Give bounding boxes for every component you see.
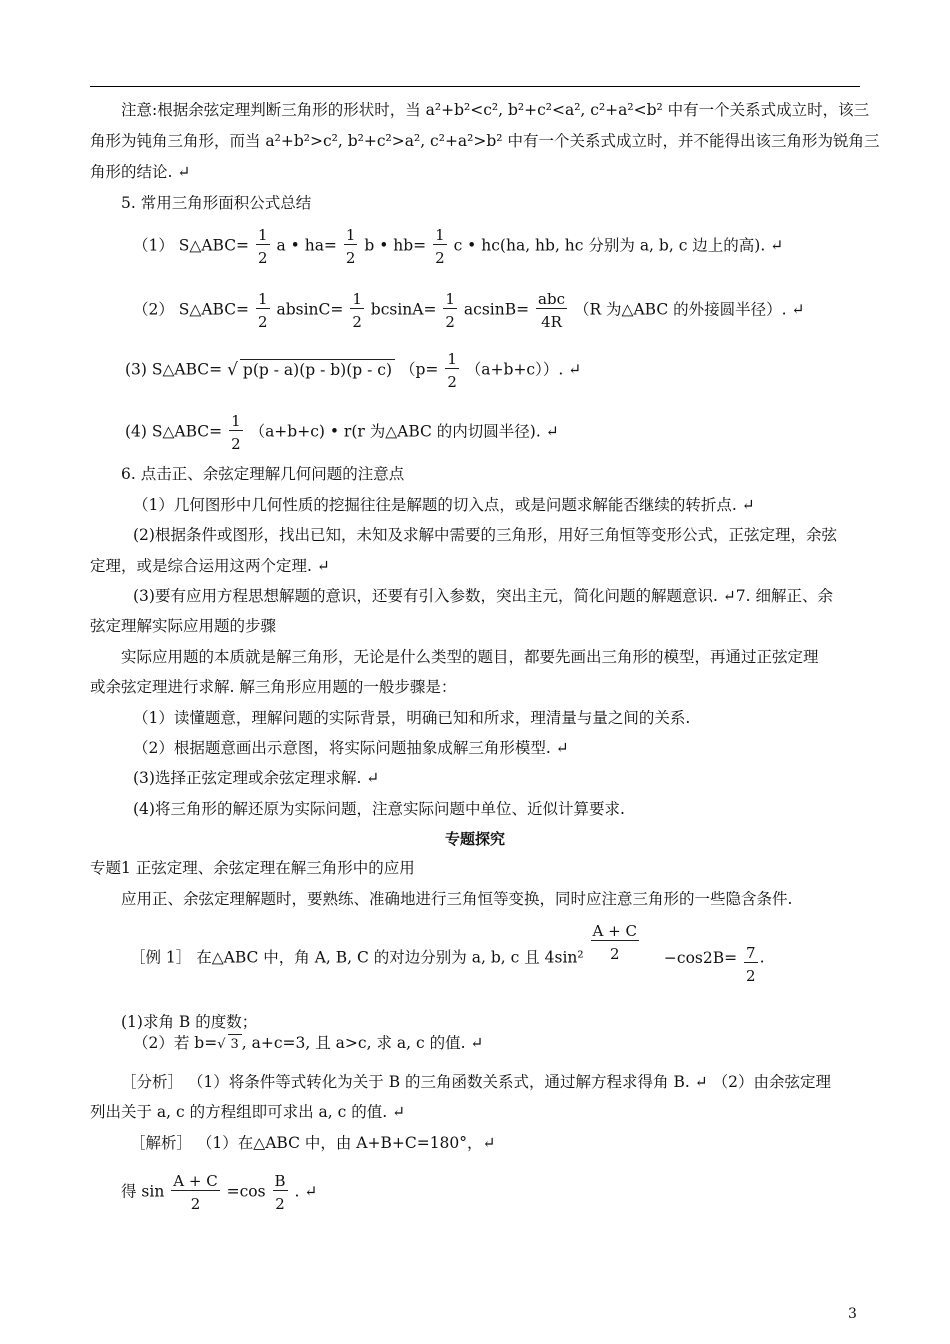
f3-part-b: （p= (399, 360, 439, 379)
question-1: (1)求角 B 的度数； (121, 1013, 258, 1031)
area-formula-4 (125, 412, 559, 453)
header-rule (90, 86, 860, 87)
section-7-step-3: (3)选择正弦定理或余弦定理求解. ↵ (133, 769, 380, 787)
f2-part-e: （R 为△ABC 的外接圆半径）. ↵ (573, 300, 805, 319)
f4-part-a: (4) S△ABC= (125, 422, 223, 441)
section-5-title: 5. 常用三角形面积公式总结 (121, 194, 312, 212)
solution-2-part-b: =cos (226, 1182, 266, 1201)
f3-part-a: (3) S△ABC= (125, 360, 223, 379)
b-over-2-fraction: $\frac{B}{2}$ (274, 1172, 286, 1213)
f2-part-d: acsinB= (463, 300, 530, 319)
example-1-part-a: ［例 1］ 在△ABC 中，角 A, B, C 的对边分别为 a, b, c 且 4sin² (130, 948, 584, 967)
a-plus-c-over-2-fraction: $\frac{A + C}{2}$ (592, 922, 637, 963)
page-number: 3 (848, 1306, 857, 1322)
section-7-step-4: (4)将三角形的解还原为实际问题，注意实际问题中单位、近似计算要求. (133, 800, 625, 818)
note-line-2: 角形为钝角三角形，而当 a²+b²>c², b²+c²>a², c²+a²>b² 中有一个关系式成立时，并不能得出该三角形为锐角三 (90, 132, 880, 150)
f1-part-d: c • hc(ha, hb, hc 分别为 a, b, c 边上的高). ↵ (453, 236, 784, 255)
sqrt-three: 3 (228, 1034, 242, 1055)
question-2-part-a: （2）若 b= (133, 1034, 218, 1052)
f1-part-a: （1） S△ABC= (133, 236, 250, 255)
section-6-point-1: （1）几何图形中几何性质的挖掘往往是解题的切入点，或是问题求解能否继续的转折点. ↵ (133, 496, 755, 514)
sqrt-icon: √ (217, 1037, 226, 1052)
section-7-step-1: （1）读懂题意，理解问题的实际背景，明确已知和所求，理清量与量之间的关系. (133, 709, 691, 727)
example-1: ［例 1］ 在△ABC 中，角 A, B, C 的对边分别为 a, b, c 且 4sin² $\frac{A + C}{2}$ −cos2B= $\frac{7}{2}$ . (130, 922, 765, 985)
abc-over-4r-fraction: $\frac{\text{abc}}{4R}$ (538, 290, 565, 331)
section-7-intro-2: 或余弦定理进行求解. 解三角形应用题的一般步骤是： (90, 678, 457, 696)
analysis-line-1: ［分析］ （1）将条件等式转化为关于 B 的三角函数关系式，通过解方程求得角 B. ↵ （2）由余弦定理 (121, 1073, 831, 1091)
half-fraction: $\frac{1}{2}$ (231, 412, 241, 453)
section-7-step-2: （2）根据题意画出示意图，将实际问题抽象成解三角形模型. ↵ (133, 739, 569, 757)
half-fraction: $\frac{1}{2}$ (447, 350, 457, 391)
section-6-point-2b: 定理，或是综合运用这两个定理. ↵ (90, 557, 330, 575)
section-6-point-3a: (3)要有应用方程思想解题的意识，还要有引入参数，突出主元，简化问题的解题意识. ↵7. 细解正、余 (133, 587, 834, 605)
f2-part-a: （2） S△ABC= (133, 300, 250, 319)
seven-halves-fraction: $\frac{7}{2}$ (746, 944, 756, 985)
f2-part-b: absinC= (276, 300, 344, 319)
note-line-3: 角形的结论. ↵ (90, 163, 191, 181)
half-fraction: $\frac{1}{2}$ (257, 226, 268, 267)
solution-line-2 (121, 1172, 317, 1213)
solution-line-1: ［解析］ （1）在△ABC 中，由 A+B+C=180°，↵ (130, 1134, 496, 1152)
f3-part-c: （a+b+c））. ↵ (465, 360, 582, 379)
f1-part-c: b • hb= (364, 236, 427, 255)
note-line-1: 注意:根据余弦定理判断三角形的形状时，当 a²+b²<c², b²+c²<a², c²+a²<b² 中有一个关系式成立时，该三 (121, 101, 870, 119)
topic-1-description: 应用正、余弦定理解题时，要熟练、准确地进行三角恒等变换，同时应注意三角形的一些隐含条件. (121, 890, 793, 908)
solution-2-part-a: 得 sin (121, 1182, 165, 1201)
solution-2-part-c: . ↵ (294, 1182, 318, 1201)
section-6-title: 6. 点击正、余弦定理解几何问题的注意点 (121, 465, 405, 483)
half-fraction: $\frac{1}{2}$ (345, 226, 356, 267)
topic-heading: 专题探究 (444, 830, 505, 848)
section-6-point-2a: (2)根据条件或图形，找出已知，未知及求解中需要的三角形，用好三角恒等变形公式，正弦定理，余弦 (133, 526, 837, 544)
question-2-part-b: , a+c=3, 且 a>c, 求 a, c 的值. ↵ (241, 1034, 484, 1052)
section-7-intro-1: 实际应用题的本质就是解三角形，无论是什么类型的题目，都要先画出三角形的模型，再通过正弦定理 (121, 648, 819, 666)
area-formula-2 (133, 290, 804, 331)
half-fraction: $\frac{1}{2}$ (257, 290, 268, 331)
question-2 (133, 1033, 483, 1055)
example-1-part-b: −cos2B= (663, 948, 738, 967)
half-fraction: $\frac{1}{2}$ (352, 290, 362, 331)
area-formula-1 (133, 226, 783, 267)
area-formula-3 (125, 350, 581, 391)
half-fraction: $\frac{1}{2}$ (435, 226, 445, 267)
section-6-point-3b: 弦定理解实际应用题的步骤 (90, 617, 277, 635)
half-fraction: $\frac{1}{2}$ (445, 290, 455, 331)
sqrt-icon: √ (227, 359, 238, 380)
analysis-line-2: 列出关于 a, c 的方程组即可求出 a, c 的值. ↵ (90, 1103, 406, 1121)
a-plus-c-over-2-fraction: $\frac{A + C}{2}$ (173, 1172, 218, 1213)
heron-radicand: p(p - a)(p - b)(p - c) (240, 359, 395, 380)
topic-1-title: 专题1 正弦定理、余弦定理在解三角形中的应用 (90, 859, 415, 877)
f4-part-b: （a+b+c) • r(r 为△ABC 的内切圆半径). ↵ (249, 422, 559, 441)
f1-part-b: a • ha= (276, 236, 337, 255)
f2-part-c: bcsinA= (370, 300, 437, 319)
